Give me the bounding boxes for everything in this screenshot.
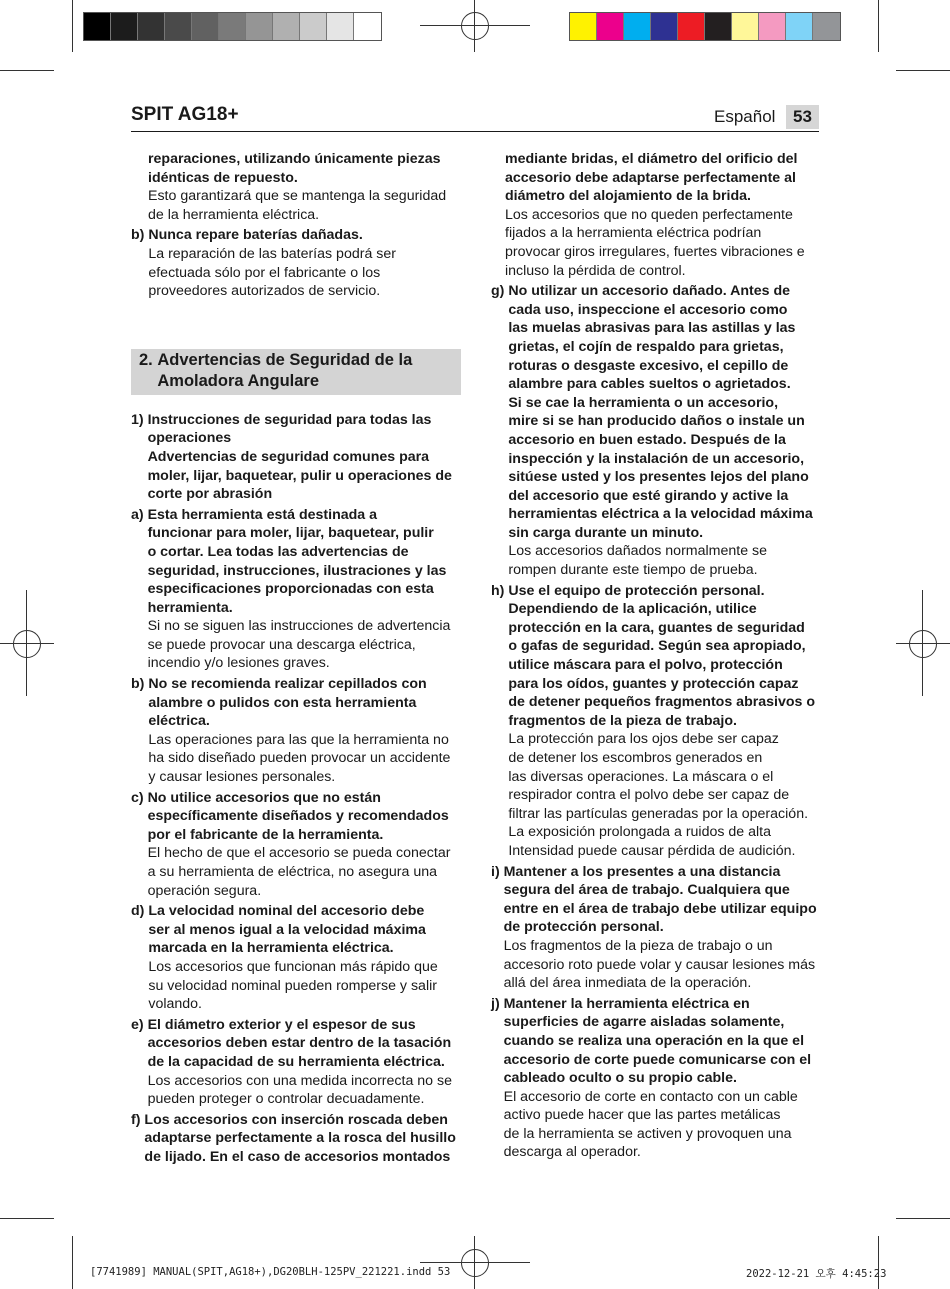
left-column (131, 150, 461, 1167)
list-item-1: 1) Instrucciones de seguridad para todas las operaciones Advertencias de seguridad comunes para moler, lijar, baquetear, pulir u operaciones de corte por abrasión (131, 411, 452, 503)
registration-line (474, 0, 475, 52)
gray-calibration-strip (83, 12, 382, 41)
color-swatch (759, 13, 786, 40)
crop-mark (896, 1218, 950, 1219)
crop-mark (878, 1236, 879, 1289)
list-item-c: c) No utilice accesorios que no están específicamente diseñados y recomendados por el fabricante de la herramienta. El hecho de que el accesorio se pueda conectar a su herramienta de eléctrica, no asegura una operación segura. (131, 789, 451, 899)
registration-line (420, 1262, 530, 1263)
list-item-g: g) No utilizar un accesorio dañado. Antes de cada uso, inspeccione el accesorio como las muelas abrasivas para las astillas y las grietas, el cojín de respaldo para grietas, roturas o desgaste excesivo, el cepillo de alambre para cables sueltos o agrietados. Si se cae la herramienta o un accesorio, mire si se han producido daños o instale un accesorio en buen estado. Después de la inspección y la instalación de un accesorio, sitúese usted y los presentes lejos del plano del accesorio que esté girando y active la herramientas eléctrica a la velocidad máxima sin carga durante un minuto. Los accesorios dañados normalmente se rompen durante este tiempo de prueba. (491, 283, 813, 579)
registration-line (420, 25, 530, 26)
color-swatch (165, 13, 192, 40)
continued-paragraph: reparaciones, utilizando únicamente piezas idénticas de repuesto. Esto garantizará que se mantenga la seguridad de la herramienta eléctrica. (148, 151, 447, 223)
registration-line (0, 643, 54, 644)
document-title: SPIT AG18+ (131, 104, 239, 125)
crop-mark (0, 70, 54, 71)
registration-line (922, 590, 923, 696)
registration-mark-right (909, 630, 937, 658)
color-swatch (813, 13, 840, 40)
color-swatch (84, 13, 111, 40)
crop-mark (0, 1218, 54, 1219)
color-swatch (705, 13, 732, 40)
footer-file-info: [7741989] MANUAL(SPIT,AG18+),DG20BLH-125PV_221221.indd 53 (90, 1266, 451, 1278)
registration-mark-bottom (461, 1249, 489, 1277)
color-swatch (732, 13, 759, 40)
registration-line (474, 1236, 475, 1289)
color-swatch (300, 13, 327, 40)
crop-mark (878, 0, 879, 52)
color-swatch (246, 13, 273, 40)
list-item-j: j) Mantener la herramienta eléctrica en superficies de agarre aisladas solamente, cuando se realiza una operación en la que el accesorio de corte puede comunicarse con el cableado oculto o su propio cable. El accesorio de corte en contacto con un cable activo puede hacer que las partes metálicas de la herramienta se activen y provoquen una descarga al operador. (491, 995, 812, 1161)
color-swatch (570, 13, 597, 40)
color-swatch (111, 13, 138, 40)
list-item-b: b) No se recomienda realizar cepillados con alambre o pulidos con esta herramienta eléctrica. Las operaciones para las que la herramienta no ha sido diseñado pueden provocar un accidente y causar lesiones personales. (131, 676, 451, 786)
color-swatch (597, 13, 624, 40)
color-swatch (192, 13, 219, 40)
color-swatch (651, 13, 678, 40)
crop-mark (896, 70, 950, 71)
color-swatch (624, 13, 651, 40)
section-heading: 2. Advertencias de Seguridad de la Amoladora Angulare (131, 349, 461, 395)
language-label: Español (714, 107, 776, 126)
color-calibration-strip (569, 12, 841, 41)
color-swatch (138, 13, 165, 40)
crop-mark (72, 0, 73, 52)
page-number-badge: 53 (786, 105, 819, 129)
registration-mark-top (461, 12, 489, 40)
color-swatch (327, 13, 354, 40)
list-item-h: h) Use el equipo de protección personal. Dependiendo de la aplicación, utilice protección en la cara, guantes de seguridad o gafas de seguridad. Según sea apropiado, utilice máscara para el polvo, protección para los oídos, guantes y protección capaz de detener pequeños fragmentos abrasivos o fragmentos de la pieza de trabajo. La protección para los ojos debe ser capaz de detener los escombros generados en las diversas operaciones. La máscara o el respirador contra el polvo debe ser capaz de filtrar las partículas generadas por la operación. La exposición prolongada a ruidos de alta Intensidad puede causar pérdida de audición. (491, 582, 816, 859)
right-column (491, 150, 823, 1162)
list-item-f: f) Los accesorios con inserción roscada deben adaptarse perfectamente a la rosca del husillo de lijado. En el caso de accesorios montados (131, 1111, 456, 1165)
crop-mark (72, 1236, 73, 1289)
list-item-i: i) Mantener a los presentes a una distancia segura del área de trabajo. Cualquiera que entre en el área de trabajo debe utilizar equipo de protección personal. Los fragmentos de la pieza de trabajo o un accesorio roto puede volar y causar lesiones más allá del área inmediata de la operación. (491, 863, 817, 992)
registration-mark-left (13, 630, 41, 658)
continued-paragraph: mediante bridas, el diámetro del orificio del accesorio debe adaptarse perfectamente al diámetro del alojamiento de la brida. Los accesorios que no queden perfectamente fijados a la herramienta eléctrica podrían provocar giros irregulares, fuertes vibraciones e incluso la pérdida de control. (505, 151, 805, 279)
list-item-e: e) El diámetro exterior y el espesor de sus accesorios deben estar dentro de la tasación de la capacidad de su herramienta eléctrica. Los accesorios con una medida incorrecta no se pueden proteger o controlar decuadamente. (131, 1016, 452, 1108)
registration-line (26, 590, 27, 696)
color-swatch (354, 13, 381, 40)
header-rule (131, 131, 819, 132)
list-item-a: a) Esta herramienta está destinada a funcionar para moler, lijar, baquetear, pulir o cortar. Lea todas las advertencias de seguridad, instrucciones, ilustraciones y las especificaciones proporcionadas con esta herramienta. Si no se siguen las instrucciones de advertencia se puede provocar una descarga eléctrica, incendio y/o lesiones graves. (131, 506, 451, 672)
list-item-d: d) La velocidad nominal del accesorio debe ser al menos igual a la velocidad máxima marcada en la herramienta eléctrica. Los accesorios que funcionan más rápido que su velocidad nominal pueden romperse y salir volando. (131, 903, 438, 1013)
list-item-b: b) Nunca repare baterías dañadas. La reparación de las baterías podrá ser efectuada sólo por el fabricante o los proveedores autorizados de servicio. (131, 227, 396, 300)
color-swatch (786, 13, 813, 40)
color-swatch (219, 13, 246, 40)
color-swatch (273, 13, 300, 40)
footer-timestamp: 2022-12-21 오후 4:45:23 (746, 1268, 887, 1280)
registration-line (896, 643, 950, 644)
color-swatch (678, 13, 705, 40)
